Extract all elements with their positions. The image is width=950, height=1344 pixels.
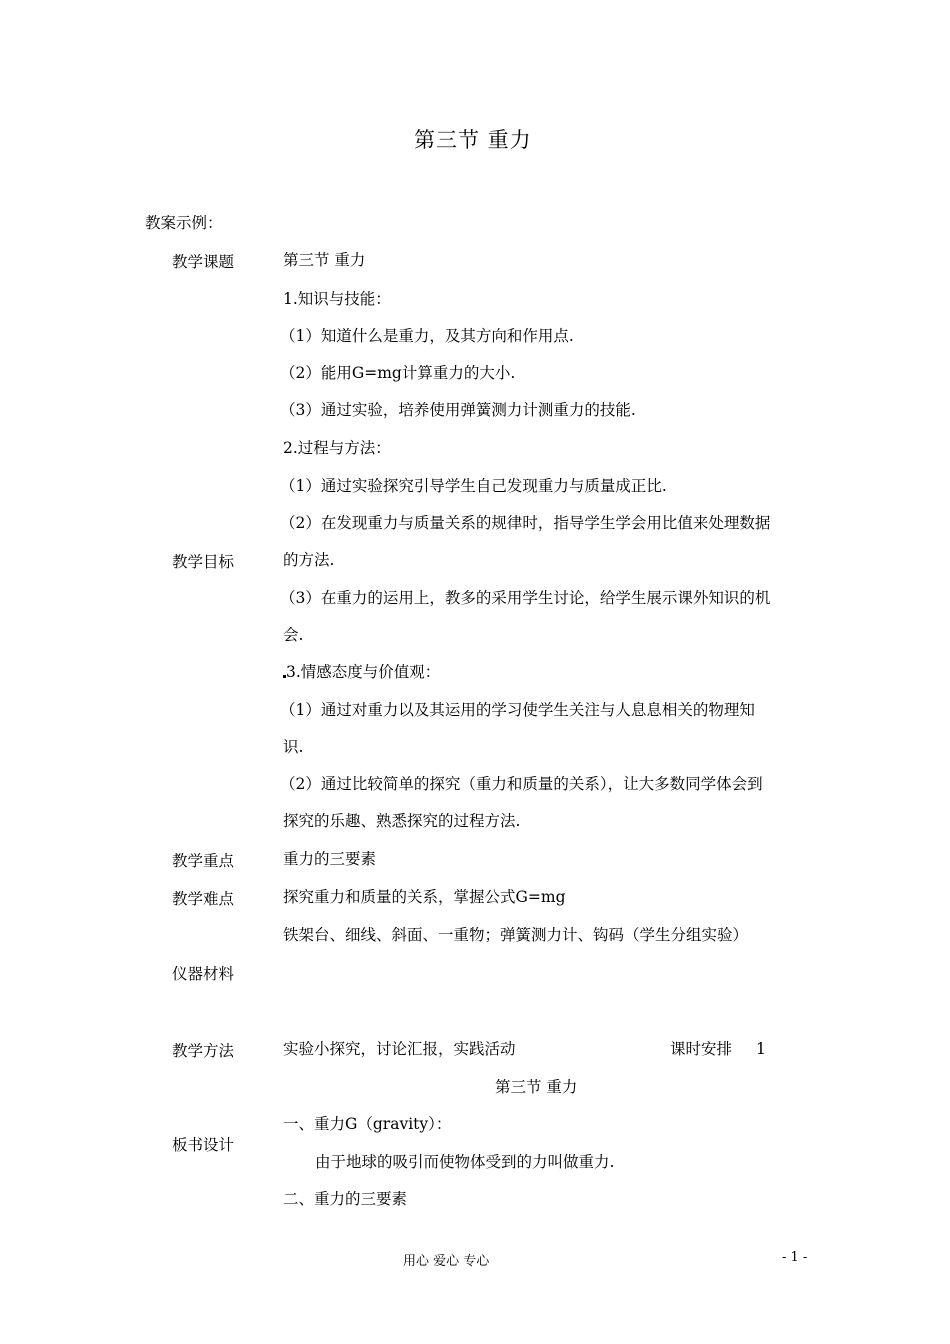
goals-label: 教学目标 [172,553,235,571]
goal-line: （2）能用G=mg计算重力的大小. [280,364,516,382]
goal-line: （1）通过实验探究引导学生自己发现重力与质量成正比. [280,477,667,495]
goal-line: （1）知道什么是重力，及其方向和作用点. [280,327,574,345]
document-title: 第三节 重力 [414,128,532,152]
section-label: 教案示例： [145,214,223,232]
materials-value: 铁架台、细线、斜面、一重物；弹簧测力计、钩码（学生分组实验） [283,926,749,944]
board-label: 板书设计 [172,1136,235,1154]
goal-line: 1.知识与技能： [283,290,391,308]
goal-line: 会. [283,626,304,644]
key-point-value: 重力的三要素 [283,850,377,868]
goal-line: （2）通过比较简单的探究（重力和质量的关系），让大多数同学体会到 [280,775,763,793]
board-line: 二、重力的三要素 [283,1190,408,1208]
goal-line: 3.情感态度与价值观： [286,663,441,681]
hours-value: 1 [756,1040,766,1058]
goal-line: （2）在发现重力与质量关系的规律时，指导学生学会用比值来处理数据 [280,514,771,532]
hours-label: 课时安排 [670,1040,733,1058]
goal-line: （3）在重力的运用上，教多的采用学生讨论，给学生展示课外知识的机 [280,589,771,607]
materials-label: 仪器材料 [172,965,235,983]
difficulty-value: 探究重力和质量的关系，掌握公式G=mg [283,888,566,906]
goal-line: （3）通过实验，培养使用弹簧测力计测重力的技能. [280,401,636,419]
goal-line: 探究的乐趣、熟悉探究的过程方法. [283,812,521,830]
footer-motto: 用心 爱心 专心 [403,1254,490,1269]
goal-line: 识. [283,738,304,756]
key-point-label: 教学重点 [172,852,235,870]
goal-line: （1）通过对重力以及其运用的学习使学生关注与人息息相关的物理知 [280,701,755,719]
topic-label: 教学课题 [172,253,235,271]
topic-value: 第三节 重力 [283,251,366,269]
method-value: 实验小探究，讨论汇报，实践活动 [283,1040,516,1058]
board-heading: 第三节 重力 [495,1078,578,1096]
goal-line: 2.过程与方法： [283,439,391,457]
method-label: 教学方法 [172,1042,235,1060]
board-line: 一、重力G（gravity）： [283,1115,452,1133]
board-line: 由于地球的吸引而使物体受到的力叫做重力. [315,1153,615,1171]
page-number: - 1 - [782,1250,808,1265]
difficulty-label: 教学难点 [172,890,235,908]
goal-line: 的方法. [283,551,335,569]
